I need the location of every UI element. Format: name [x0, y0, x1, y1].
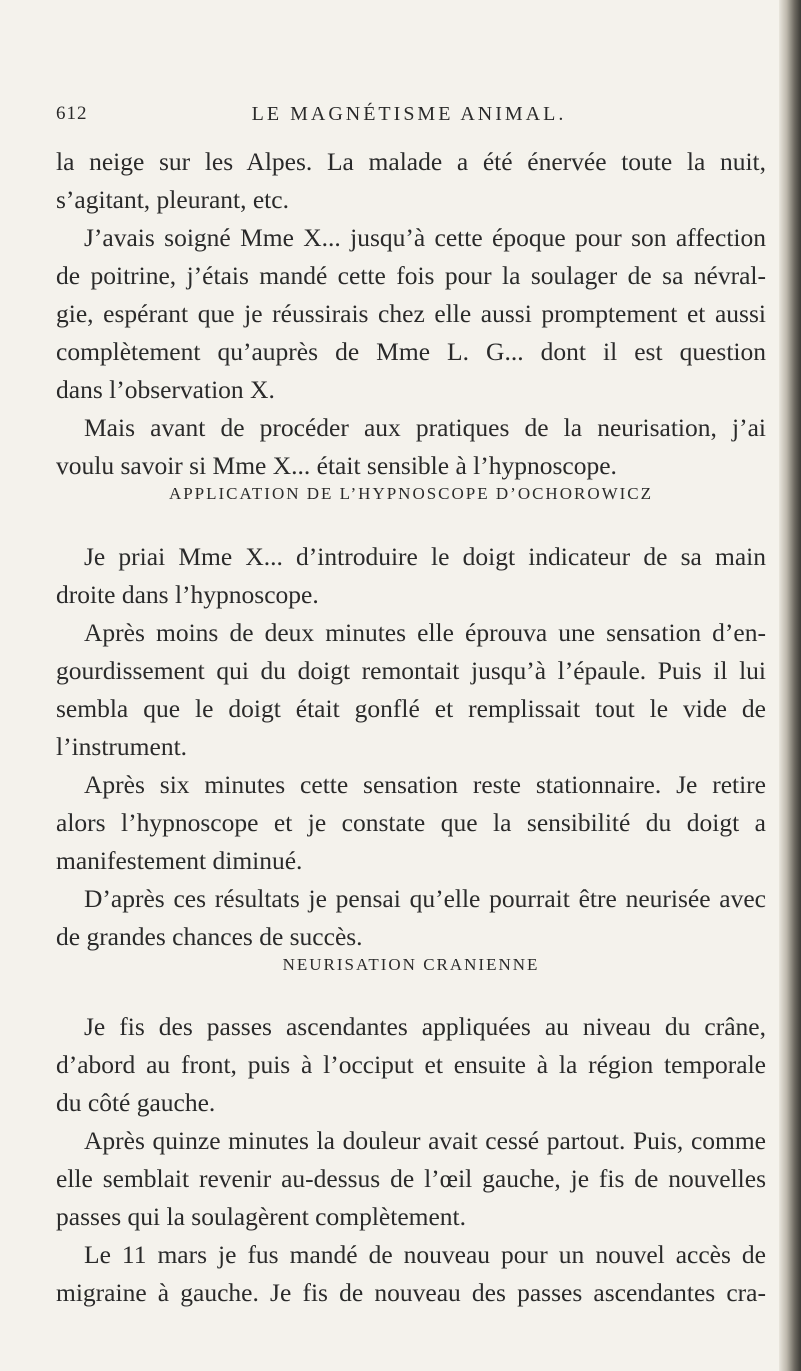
text-section-neurisation	[56, 1008, 766, 1312]
text-line: Mais avant de procéder aux pratiques de la neurisation, j’ai	[84, 413, 766, 442]
text-line: D’après ces résultats je pensai qu’elle pourrait être neurisée avec	[84, 884, 766, 913]
section-heading-hypnoscope: APPLICATION DE L’HYPNOSCOPE D’OCHOROWICZ	[168, 484, 654, 503]
text-line: gie, espérant que je réussirais chez elle aussi promptement et aussi	[56, 299, 766, 328]
text-line: Après quinze minutes la douleur avait cessé partout. Puis, comme	[84, 1126, 766, 1155]
text-line: d’abord au front, puis à l’occiput et ensuite à la région temporale	[56, 1050, 766, 1079]
text-line: la neige sur les Alpes. La malade a été énervée toute la nuit,	[56, 147, 766, 176]
text-line: J’avais soigné Mme X... jusqu’à cette époque pour son affection	[84, 223, 766, 252]
page-header	[56, 103, 762, 131]
text-line: Je priai Mme X... d’introduire le doigt indicateur de sa main	[84, 542, 766, 571]
text-section-intro	[56, 143, 766, 485]
text-line: voulu savoir si Mme X... était sensible à l’hypnoscope.	[56, 451, 617, 480]
text-line: Le 11 mars je fus mandé de nouveau pour un nouvel accès de	[84, 1240, 766, 1269]
running-head: LE MAGNÉTISME ANIMAL.	[251, 103, 567, 125]
text-line: elle semblait revenir au-dessus de l’œil gauche, je fis de nouvelles	[56, 1164, 766, 1193]
text-line: dans l’observation X.	[56, 375, 275, 404]
text-line: passes qui la soulagèrent complètement.	[56, 1202, 467, 1231]
section-heading-neurisation: NEURISATION CRANIENNE	[282, 955, 540, 974]
text-line: alors l’hypnoscope et je constate que la sensibilité du doigt a	[56, 808, 766, 837]
text-line: Après six minutes cette sensation reste stationnaire. Je retire	[84, 770, 766, 799]
text-line: du côté gauche.	[56, 1088, 216, 1117]
page-edge-shadow	[779, 0, 801, 1371]
text-line: complètement qu’auprès de Mme L. G... dont il est question	[56, 337, 766, 366]
text-line: l’instrument.	[56, 732, 188, 761]
text-section-hypnoscope	[56, 538, 766, 956]
text-line: manifestement diminué.	[56, 846, 303, 875]
text-line: gourdissement qui du doigt remontait jusqu’à l’épaule. Puis il lui	[56, 656, 766, 685]
text-line: de poitrine, j’étais mandé cette fois pour la soulager de sa névral-	[56, 261, 766, 290]
text-line: s’agitant, pleurant, etc.	[56, 185, 289, 214]
text-line: sembla que le doigt était gonflé et remplissait tout le vide de	[56, 694, 766, 723]
text-line: Je fis des passes ascendantes appliquées au niveau du crâne,	[84, 1012, 766, 1041]
text-line: de grandes chances de succès.	[56, 922, 363, 951]
text-line: Après moins de deux minutes elle éprouva une sensation d’en-	[84, 618, 766, 647]
text-line: migraine à gauche. Je fis de nouveau des passes ascendantes cra-	[56, 1278, 766, 1307]
page-number: 612	[56, 103, 88, 124]
text-line: droite dans l’hypnoscope.	[56, 580, 319, 609]
